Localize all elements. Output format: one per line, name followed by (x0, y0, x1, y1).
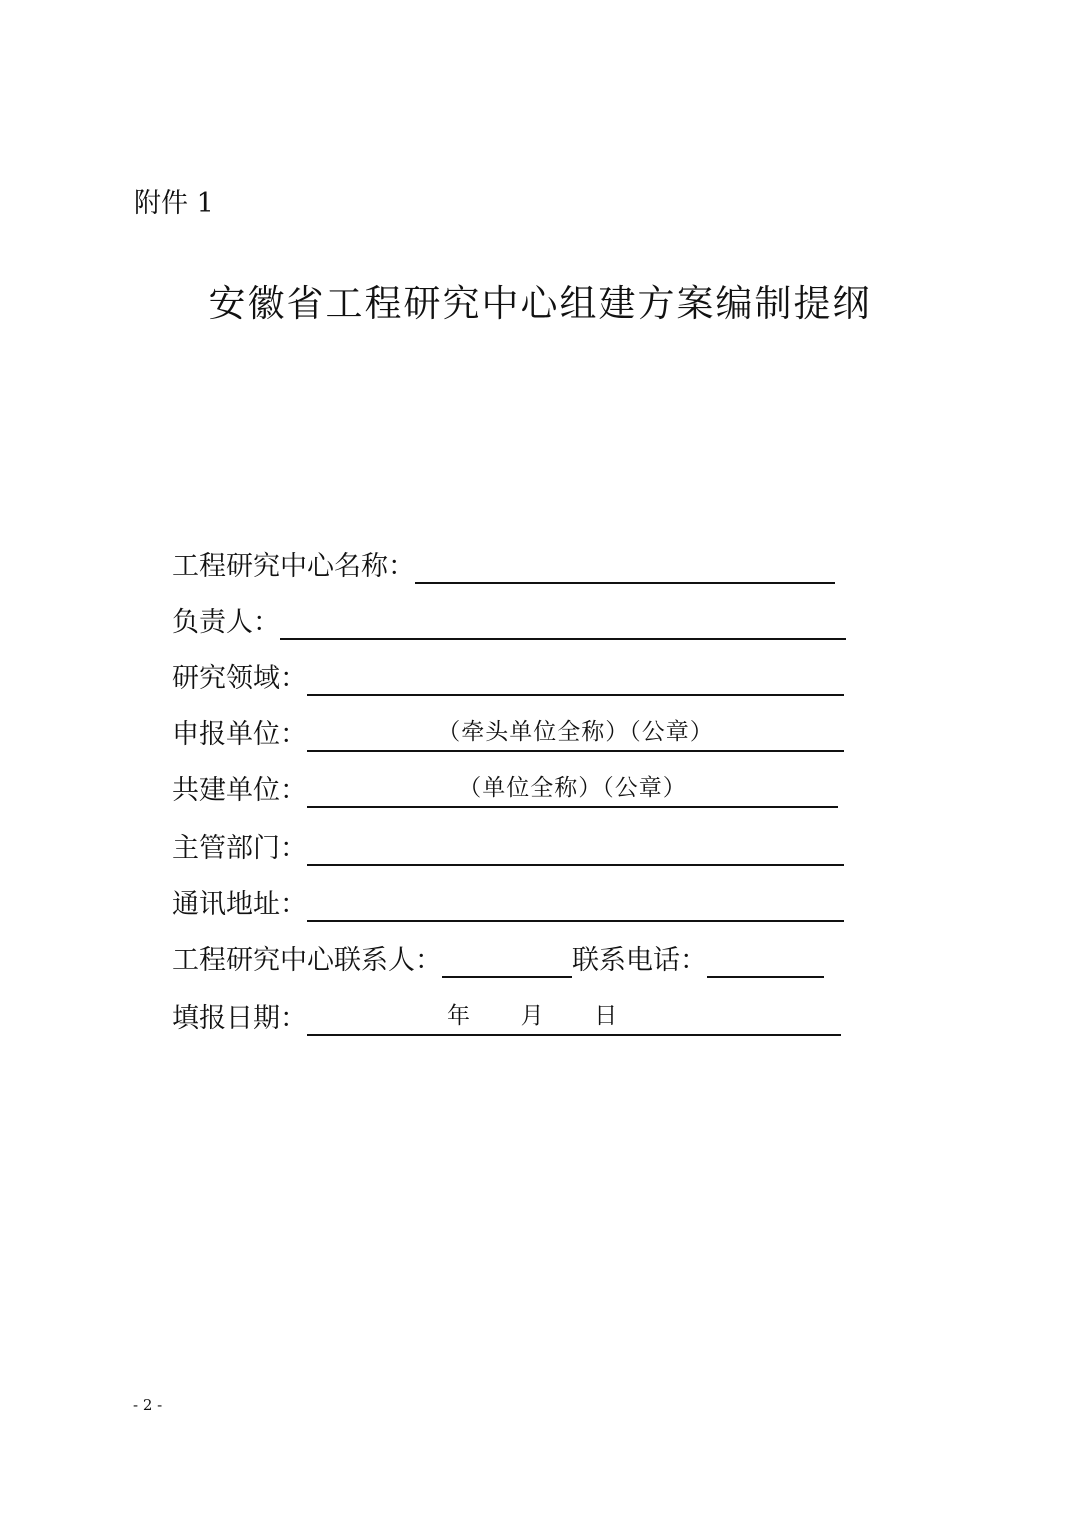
form-row-leader (172, 600, 846, 640)
page-number: - 2 - (133, 1396, 163, 1414)
supervising-dept-field[interactable] (307, 832, 844, 866)
contact-phone-field[interactable] (707, 944, 824, 978)
date-year-label: 年 (447, 1003, 470, 1029)
form-row-applicant-unit (172, 712, 844, 752)
applicant-unit-field[interactable] (307, 718, 844, 752)
center-name-field[interactable] (415, 550, 835, 584)
applicant-unit-hint: （牵头单位全称）（公章） (437, 719, 714, 745)
leader-label: 负责人： (172, 607, 280, 638)
contact-person-label: 工程研究中心联系人： (172, 945, 442, 976)
co-builder-unit-label: 共建单位： (172, 775, 307, 806)
co-builder-unit-hint: （单位全称）（公章） (458, 775, 687, 801)
form-row-contact (172, 938, 824, 978)
form-row-center-name (172, 544, 835, 584)
form-row-supervising-dept (172, 826, 844, 866)
fill-date-label: 填报日期： (172, 1003, 307, 1034)
center-name-label: 工程研究中心名称： (172, 551, 415, 582)
leader-field[interactable] (280, 606, 846, 640)
document-title: 安徽省工程研究中心组建方案编制提纲 (208, 282, 872, 325)
date-day-label: 日 (594, 1003, 618, 1029)
contact-person-field[interactable] (442, 944, 572, 978)
address-label: 通讯地址： (172, 889, 307, 920)
date-month-label: 月 (520, 1003, 544, 1029)
co-builder-unit-field[interactable] (307, 774, 838, 808)
form-row-research-field (172, 656, 844, 696)
research-field-field[interactable] (307, 662, 844, 696)
applicant-unit-label: 申报单位： (172, 719, 307, 750)
form-row-fill-date (172, 996, 841, 1036)
attachment-label: 附件 1 (134, 188, 214, 219)
form-row-co-builder-unit (172, 768, 838, 808)
contact-phone-label: 联系电话： (572, 945, 707, 976)
address-field[interactable] (307, 888, 844, 922)
fill-date-parts (447, 1002, 617, 1030)
form-row-address (172, 882, 844, 922)
research-field-label: 研究领域： (172, 663, 307, 694)
supervising-dept-label: 主管部门： (172, 833, 307, 864)
fill-date-field[interactable] (307, 1002, 841, 1036)
